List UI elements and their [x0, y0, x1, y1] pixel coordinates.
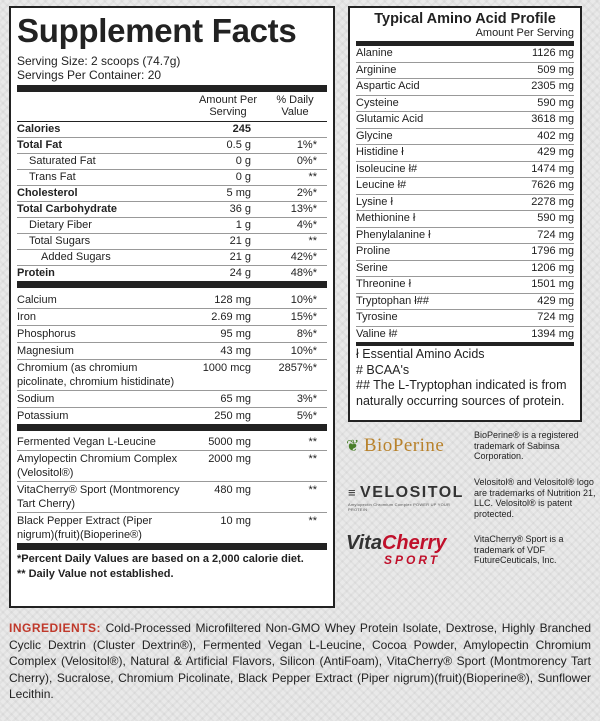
vitacherry-sport-mark: SPORT	[384, 553, 441, 567]
facts-row: Added Sugars 21 g 42%*	[17, 250, 327, 266]
facts-row: Total Fat 0.5 g 1%*	[17, 138, 327, 154]
amino-name: Cysteine	[356, 96, 399, 109]
amino-row	[356, 327, 574, 343]
facts-row: Total Sugars 21 g **	[17, 234, 327, 250]
vitacherry-note: VitaCherry® Sport is a trademark of VDF FutureCeuticals, Inc.	[474, 534, 564, 566]
amino-name: Lysine ł	[356, 195, 393, 208]
amino-row	[356, 145, 574, 162]
amino-row	[356, 46, 574, 63]
amino-name: Methionine ł	[356, 212, 416, 224]
facts-row: Saturated Fat 0 g 0%*	[17, 154, 327, 170]
mineral-row: Magnesium 43 mg 10%*	[17, 343, 327, 360]
bioperine-note: BioPerine® is a registered trademark of Sabinsa Corporation.	[474, 430, 579, 461]
amino-name: Proline	[356, 245, 391, 257]
amino-value: 590 mg	[537, 96, 574, 109]
amino-value: 1206 mg	[531, 261, 574, 274]
amino-name: Glutamic Acid	[356, 113, 424, 125]
amino-value: 509 mg	[537, 63, 574, 76]
bioperine-brand	[340, 430, 600, 462]
legend-bcaa: # BCAA's	[356, 362, 410, 377]
amino-row	[356, 211, 574, 228]
bioperine-logo: BioPerine	[363, 434, 445, 456]
amino-name: Tryptophan ł##	[356, 294, 429, 307]
amino-value: 1796 mg	[531, 245, 574, 257]
facts-row: Protein 24 g 48%*	[17, 267, 317, 279]
legend-tryptophan: ## The L-Tryptophan indicated is from naturally occurring sources of protein.	[356, 378, 567, 408]
daily-value-header: % Daily Value	[276, 94, 314, 118]
blend-row: VitaCherry® Sport (Montmorency Tart Cherry) 480 mg **	[17, 482, 327, 513]
ingredients-block	[9, 620, 591, 703]
amino-name: Phenylalanine ł	[356, 228, 431, 241]
amino-row	[356, 244, 574, 261]
amino-value: 724 mg	[537, 311, 574, 323]
vitacherry-logo: VitaCherry	[346, 532, 447, 554]
facts-row: Calories 245	[17, 122, 327, 138]
amino-name: Leucine ł#	[356, 179, 407, 191]
amino-row	[356, 277, 574, 294]
velositol-mark-icon: ≡	[348, 485, 356, 500]
amino-row	[356, 112, 574, 129]
velositol-brand	[340, 477, 600, 519]
amount-per-serving-header: Amount Per Serving	[198, 94, 258, 118]
vitacherry-brand	[340, 533, 600, 567]
amino-row	[356, 162, 574, 179]
amino-row	[356, 96, 574, 113]
amino-name: Isoleucine ł#	[356, 162, 418, 175]
amino-value: 2278 mg	[531, 195, 574, 208]
pepper-leaf-icon: ❦	[346, 437, 360, 455]
footnote-daily-values: *Percent Daily Values are based on a 2,000 calorie diet.	[17, 553, 304, 565]
mineral-row: Calcium 128 mg 10%*	[17, 292, 327, 309]
amino-subtitle: Amount Per Serving	[356, 27, 574, 46]
ingredients-label: INGREDIENTS:	[9, 621, 102, 635]
amino-value: 402 mg	[537, 129, 574, 142]
servings-per-container: Servings Per Container: 20	[17, 68, 162, 82]
amino-value: 590 mg	[537, 212, 574, 224]
velositol-logo: VELOSITOL	[360, 484, 464, 501]
amino-name: Tyrosine	[356, 311, 398, 323]
amino-name: Threonine ł	[356, 278, 412, 290]
amino-row	[356, 129, 574, 146]
amino-row	[356, 195, 574, 212]
blend-row: Fermented Vegan L-Leucine 5000 mg **	[17, 434, 327, 451]
ingredients-text: Cold-Processed Microfiltered Non-GMO Whey Protein Isolate, Dextrose, Highly Branched Cyclic Dextrin (Cluster Dextrin®), Fermented Vegan L-Leucine, Cocoa Powder, Amylopectin Chromium Complex (Velositol®), Natural & Artificial Flavors, Silicon (AntiFoam), VitaCherry® Sport (Montmorency Tart Cherry), Sucralose, Chromium Picolinate, Black Pepper Extract (Piper nigrum)(fruit)(Bioperine®), Sunflower Lecithin.	[9, 621, 591, 701]
amino-value: 429 mg	[537, 146, 574, 158]
amino-value: 1501 mg	[531, 278, 574, 290]
amino-row	[356, 228, 574, 245]
amino-name: Histidine ł	[356, 146, 404, 158]
amino-name: Alanine	[356, 47, 393, 59]
amino-name: Serine	[356, 261, 388, 274]
facts-row: Trans Fat 0 g **	[17, 170, 327, 186]
amino-row	[356, 310, 574, 327]
supplement-facts-title: Supplement Facts	[17, 12, 297, 49]
blend-row: Amylopectin Chromium Complex (Velositol®) 2000 mg **	[17, 451, 327, 482]
amino-name: Valine ł#	[356, 327, 398, 340]
amino-acid-panel	[348, 6, 582, 422]
amino-row	[356, 294, 574, 311]
amino-value: 2305 mg	[531, 80, 574, 92]
amino-value: 429 mg	[537, 294, 574, 307]
amino-title: Typical Amino Acid Profile	[374, 11, 556, 27]
supplement-facts-panel	[9, 6, 335, 608]
mineral-row: Chromium (as chromium picolinate, chromium histidinate) 1000 mcg 2857%*	[17, 360, 327, 391]
amino-row	[356, 178, 574, 195]
facts-row: Cholesterol 5 mg 2%*	[17, 186, 327, 202]
facts-row: Total Carbohydrate 36 g 13%*	[17, 202, 327, 218]
amino-name: Glycine	[356, 129, 393, 142]
legend-essential: ł Essential Amino Acids	[356, 347, 485, 361]
mineral-row: Iron 2.69 mg 15%*	[17, 309, 327, 326]
mineral-row: Phosphorus 95 mg 8%*	[17, 326, 327, 343]
amino-table	[356, 46, 574, 342]
amino-name: Arginine	[356, 63, 397, 76]
amino-value: 724 mg	[537, 228, 574, 241]
velositol-tagline: Amylopectin Chromium Complex POWER UP YOUR PROTEIN	[348, 502, 451, 512]
amino-row	[356, 261, 574, 278]
amino-value: 3618 mg	[531, 113, 574, 125]
facts-row: Dietary Fiber 1 g 4%*	[17, 218, 327, 234]
amino-row	[356, 79, 574, 96]
amino-value: 1126 mg	[532, 47, 574, 59]
amino-value: 1474 mg	[531, 162, 574, 175]
amino-value: 7626 mg	[531, 179, 574, 191]
footnote-not-established: ** Daily Value not established.	[17, 568, 174, 580]
facts-header	[17, 92, 327, 122]
serving-size: Serving Size: 2 scoops (74.7g)	[17, 54, 181, 68]
mineral-row: Potassium 250 mg 5%*	[17, 410, 317, 422]
blend-row: Black Pepper Extract (Piper nigrum)(fruit)(Bioperine®) 10 mg **	[17, 515, 317, 541]
amino-row	[356, 63, 574, 80]
mineral-row: Sodium 65 mg 3%*	[17, 391, 327, 408]
velositol-note: Velositol® and Velositol® logo are trademarks of Nutrition 21, LLC. Velositol® is patent protected.	[474, 477, 596, 519]
amino-value: 1394 mg	[531, 327, 574, 340]
amino-name: Aspartic Acid	[356, 80, 420, 92]
